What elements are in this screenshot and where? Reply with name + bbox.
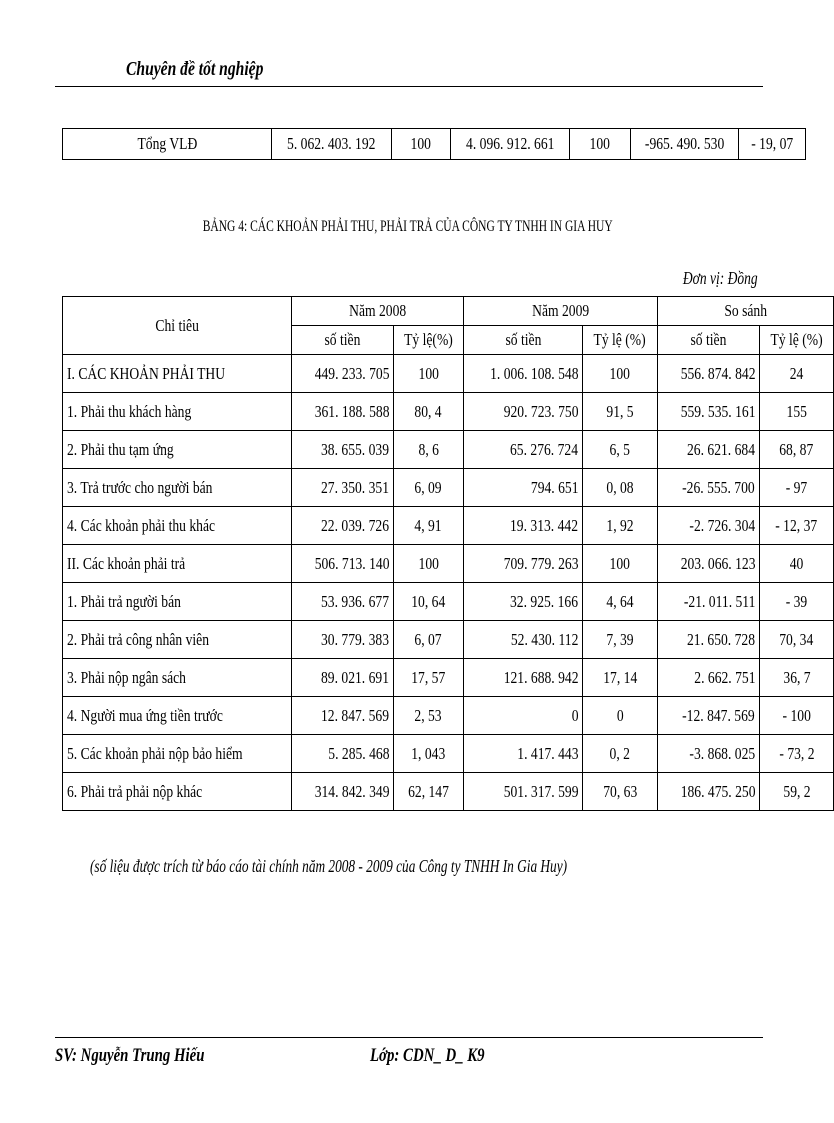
table-cell: 22. 039. 726 <box>291 507 394 545</box>
table-cell: 100 <box>583 545 657 583</box>
table-cell: 361. 188. 588 <box>291 393 394 431</box>
table-cell: Tổng VLĐ <box>63 129 272 160</box>
header-chi-tieu: Chỉ tiêu <box>63 297 292 355</box>
table-cell: 4, 64 <box>583 583 657 621</box>
row-label-cell: II. Các khoản phải trả <box>63 545 292 583</box>
table-cell: 24 <box>760 355 834 393</box>
table-cell: -2. 726. 304 <box>657 507 760 545</box>
source-note: (số liệu được trích từ báo cáo tài chính năm 2008 - 2009 của Công ty TNHH In Gia Huy) <box>90 856 568 876</box>
table-cell: 26. 621. 684 <box>657 431 760 469</box>
table-cell: 709. 779. 263 <box>463 545 583 583</box>
table-cell: 89. 021. 691 <box>291 659 394 697</box>
table-cell: 36, 7 <box>760 659 834 697</box>
table-cell: -21. 011. 511 <box>657 583 760 621</box>
table-cell: 100 <box>394 545 464 583</box>
table-cell: 10, 64 <box>394 583 464 621</box>
table-cell: - 97 <box>760 469 834 507</box>
table-cell: 1. 417. 443 <box>463 735 583 773</box>
table-cell: 0 <box>583 697 657 735</box>
table-cell: 121. 688. 942 <box>463 659 583 697</box>
subheader-cell: số tiền <box>463 326 583 355</box>
table-row <box>63 355 834 393</box>
table-cell: 5. 285. 468 <box>291 735 394 773</box>
unit-label: Đơn vị: Đồng <box>683 268 758 288</box>
table-cell: 62, 147 <box>394 773 464 811</box>
table-cell: 5. 062. 403. 192 <box>272 129 392 160</box>
table-cell: - 73, 2 <box>760 735 834 773</box>
table-cell: 1. 006. 108. 548 <box>463 355 583 393</box>
table-cell: 559. 535. 161 <box>657 393 760 431</box>
summary-table <box>62 128 806 160</box>
row-label-cell: 1. Phải trả người bán <box>63 583 292 621</box>
table-row <box>63 393 834 431</box>
table-cell: 53. 936. 677 <box>291 583 394 621</box>
table-row <box>63 697 834 735</box>
subheader-cell: số tiền <box>657 326 760 355</box>
row-label-cell: 4. Người mua ứng tiền trước <box>63 697 292 735</box>
table-row <box>63 659 834 697</box>
row-label-cell: I. CÁC KHOẢN PHẢI THU <box>63 355 292 393</box>
row-label-cell: 2. Phải thu tạm ứng <box>63 431 292 469</box>
table-cell: 30. 779. 383 <box>291 621 394 659</box>
table-cell: 19. 313. 442 <box>463 507 583 545</box>
table-cell: 920. 723. 750 <box>463 393 583 431</box>
table-cell: 449. 233. 705 <box>291 355 394 393</box>
table-cell: -965. 490. 530 <box>631 129 739 160</box>
table-cell: -12. 847. 569 <box>657 697 760 735</box>
table-cell: 40 <box>760 545 834 583</box>
table-row <box>63 431 834 469</box>
subheader-cell: số tiền <box>291 326 394 355</box>
row-label-cell: 5. Các khoản phải nộp bảo hiểm <box>63 735 292 773</box>
table-cell: - 12, 37 <box>760 507 834 545</box>
table-cell: - 19, 07 <box>739 129 806 160</box>
row-label-cell: 3. Phải nộp ngân sách <box>63 659 292 697</box>
table-row <box>63 507 834 545</box>
table-cell: 501. 317. 599 <box>463 773 583 811</box>
footer-student: SV: Nguyễn Trung Hiếu <box>55 1045 205 1066</box>
table-cell: - 100 <box>760 697 834 735</box>
table-cell: 1, 92 <box>583 507 657 545</box>
table-cell: 70, 34 <box>760 621 834 659</box>
table-cell: 52. 430. 112 <box>463 621 583 659</box>
receivables-payables-table <box>62 296 834 811</box>
table-body <box>63 355 834 811</box>
table-cell: 4, 91 <box>394 507 464 545</box>
row-label-cell: 3. Trả trước cho người bán <box>63 469 292 507</box>
table-cell: 100 <box>391 129 450 160</box>
table-cell: 314. 842. 349 <box>291 773 394 811</box>
table-cell: 6, 07 <box>394 621 464 659</box>
table-cell: 155 <box>760 393 834 431</box>
table-cell: 12. 847. 569 <box>291 697 394 735</box>
table-row <box>63 583 834 621</box>
footer-class: Lớp: CDN_ D_ K9 <box>370 1045 485 1066</box>
row-label-cell: 1. Phải thu khách hàng <box>63 393 292 431</box>
table-cell: 6, 5 <box>583 431 657 469</box>
table-cell: 38. 655. 039 <box>291 431 394 469</box>
header-rule <box>55 86 763 87</box>
table-cell: 794. 651 <box>463 469 583 507</box>
table-cell: 68, 87 <box>760 431 834 469</box>
table-cell: 65. 276. 724 <box>463 431 583 469</box>
table-row <box>63 621 834 659</box>
table-cell: 506. 713. 140 <box>291 545 394 583</box>
subheader-cell: Tỷ lệ (%) <box>760 326 834 355</box>
header-group-2008: Năm 2008 <box>291 297 463 326</box>
row-label-cell: 4. Các khoản phải thu khác <box>63 507 292 545</box>
table-row <box>63 773 834 811</box>
table-cell: 100 <box>394 355 464 393</box>
row-label-cell: 2. Phải trả công nhân viên <box>63 621 292 659</box>
table-cell: 1, 043 <box>394 735 464 773</box>
table-title: BẢNG 4: CÁC KHOẢN PHẢI THU, PHẢI TRẢ CỦA CÔNG TY TNHH IN GIA HUY <box>203 218 613 235</box>
table-cell: -26. 555. 700 <box>657 469 760 507</box>
table-cell: - 39 <box>760 583 834 621</box>
table-cell: 0 <box>463 697 583 735</box>
page-header-title: Chuyên đề tốt nghiệp <box>126 58 264 80</box>
table-cell: 7, 39 <box>583 621 657 659</box>
table-cell: 2, 53 <box>394 697 464 735</box>
table-cell: 27. 350. 351 <box>291 469 394 507</box>
table-cell: 2. 662. 751 <box>657 659 760 697</box>
table-cell: 100 <box>570 129 631 160</box>
table-cell: 91, 5 <box>583 393 657 431</box>
table-cell: 59, 2 <box>760 773 834 811</box>
table-header-row <box>63 297 834 326</box>
table-cell: 4. 096. 912. 661 <box>450 129 570 160</box>
footer-rule <box>55 1037 763 1038</box>
table-cell: 32. 925. 166 <box>463 583 583 621</box>
table-row <box>63 545 834 583</box>
table-row <box>63 129 806 160</box>
table-cell: -3. 868. 025 <box>657 735 760 773</box>
table-cell: 203. 066. 123 <box>657 545 760 583</box>
header-group-2009: Năm 2009 <box>463 297 657 326</box>
table-cell: 17, 57 <box>394 659 464 697</box>
table-row <box>63 469 834 507</box>
table-cell: 6, 09 <box>394 469 464 507</box>
table-cell: 186. 475. 250 <box>657 773 760 811</box>
row-label-cell: 6. Phải trả phải nộp khác <box>63 773 292 811</box>
table-cell: 0, 08 <box>583 469 657 507</box>
subheader-cell: Tỷ lệ (%) <box>583 326 657 355</box>
table-cell: 21. 650. 728 <box>657 621 760 659</box>
subheader-cell: Tỷ lệ(%) <box>394 326 464 355</box>
table-cell: 70, 63 <box>583 773 657 811</box>
table-cell: 556. 874. 842 <box>657 355 760 393</box>
table-cell: 80, 4 <box>394 393 464 431</box>
table-cell: 8, 6 <box>394 431 464 469</box>
table-cell: 17, 14 <box>583 659 657 697</box>
header-group-comparison: So sánh <box>657 297 834 326</box>
table-cell: 0, 2 <box>583 735 657 773</box>
table-cell: 100 <box>583 355 657 393</box>
table-row <box>63 735 834 773</box>
